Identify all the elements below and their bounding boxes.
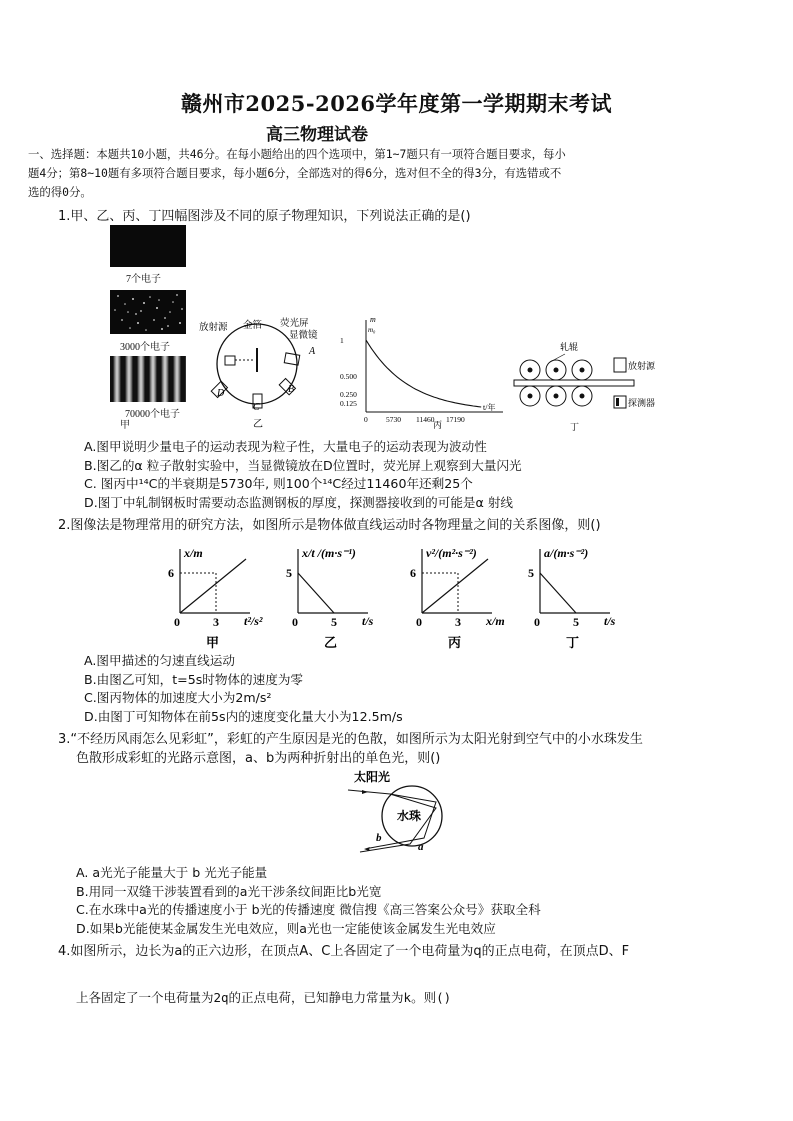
- label-sunlight: 太阳光: [354, 770, 391, 784]
- label-detector: 探测器: [628, 398, 656, 408]
- label-microscope: 显微镜: [289, 331, 318, 341]
- q2-charts: [160, 535, 640, 655]
- y-den: m₀: [368, 326, 376, 334]
- y-tick-label: 0.125: [340, 399, 357, 408]
- q2-x-tick: 5: [331, 615, 337, 629]
- q2-option-C: C.图丙物体的加速度大小为2m/s²: [84, 690, 272, 706]
- intro-line-1: 一、选择题：本题共10小题，共46分。在每小题给出的四个选项中，第1~7题只有一项符合题目要求，每小: [28, 147, 566, 161]
- label-ding-source: 放射源: [628, 361, 656, 371]
- q2-x-tick: 3: [455, 615, 461, 629]
- label-screen: 荧光屏: [280, 319, 309, 329]
- q3-option-A: A. a光光子能量大于 b 光光子能量: [76, 865, 268, 880]
- x-tick-label: 0: [364, 415, 368, 424]
- fig-bing-label: 丙: [433, 420, 443, 430]
- y-num: m: [370, 315, 376, 324]
- q2-option-A: A.图甲描述的匀速直线运动: [84, 653, 235, 668]
- electron-image-70000: [110, 356, 186, 402]
- exam-title: 赣州市2025-2026学年度第一学期期末考试: [180, 91, 613, 116]
- q3-options: [76, 864, 541, 938]
- q3-stem-line-2: 色散形成彩虹的光路示意图，a、b为两种折射出的单色光，则(): [76, 751, 441, 766]
- label-D: D: [217, 388, 225, 399]
- q2-graph-line: [180, 559, 246, 613]
- y-tick-label: 0.250: [340, 390, 357, 399]
- q2-x-tick: 3: [213, 615, 219, 629]
- label-roller: 轧辊: [560, 342, 579, 352]
- q2-charts-svg: [160, 535, 640, 655]
- q3-option-B: B.用同一双缝干涉装置看到的a光干涉条纹间距比b光宽: [76, 883, 382, 899]
- q2-origin: 0: [534, 615, 540, 629]
- q2-y-tick: 5: [528, 566, 534, 580]
- q2-option-B: B.由图乙可知，t=5s时物体的速度为零: [84, 671, 304, 687]
- label-source: 放射源: [199, 323, 228, 333]
- caption-70000-electrons: 70000个电子: [125, 409, 180, 420]
- steel-plate: [514, 380, 634, 386]
- q2-y-tick: 6: [410, 566, 416, 580]
- q2-chart-label: 丙: [448, 635, 462, 650]
- q2-y-tick: 6: [168, 566, 174, 580]
- q3-stem: [58, 730, 643, 768]
- y-tick-label: 0.500: [340, 372, 357, 381]
- q2-chart-label: 甲: [206, 635, 220, 650]
- q2-y-label: x/t /(m·s⁻¹): [302, 546, 356, 560]
- q1-option-C: C. 图丙中¹⁴C的半衰期是5730年, 则100个¹⁴C经过11460年还剩25个: [84, 476, 473, 492]
- q4-stem-line-2: 上各固定了一个电荷量为2q的正点电荷，已知静电力常量为k。则(): [76, 990, 452, 1005]
- q2-x-tick: 5: [573, 615, 579, 629]
- speckle-pattern: [110, 290, 186, 334]
- q2-stem: 2.图像法是物理常用的研究方法，如图所示是物体做直线运动时各物理量之间的关系图像，则(): [58, 518, 601, 533]
- q2-origin: 0: [174, 615, 180, 629]
- q2-graph-line: [540, 573, 576, 613]
- q2-x-label: x/m: [486, 614, 505, 628]
- q2-origin: 0: [416, 615, 422, 629]
- caption-3000-electrons: 3000个电子: [120, 342, 170, 353]
- fig-ding-label: 丁: [570, 422, 580, 432]
- q1-option-D: D.图丁中轧制钢板时需要动态监测钢板的厚度，探测器接收到的可能是α 射线: [84, 494, 514, 510]
- q2-graph-line: [298, 573, 334, 613]
- electron-image-7: [110, 225, 186, 267]
- electron-image-3000: [110, 290, 186, 334]
- q2-origin: 0: [292, 615, 298, 629]
- label-C: C: [253, 402, 260, 413]
- q3-option-D: D.如果b光能使某金属发生光电效应，则a光也一定能使该金属发生光电效应: [76, 920, 496, 936]
- intro-line-2: 题4分；第8~10题有多项符合题目要求，每小题6分，全部选对的得6分，选对但不全的得3分，有选错或不: [28, 166, 562, 180]
- rolling-mill-diagram: [510, 340, 670, 432]
- q2-x-label: t/s: [362, 614, 374, 628]
- label-a: a: [418, 841, 424, 853]
- alpha-scattering-diagram: [195, 312, 320, 432]
- section-intro: [28, 145, 768, 202]
- q2-y-label: v²/(m²·s⁻²): [426, 546, 477, 560]
- q2-y-label: a/(m·s⁻²): [544, 546, 589, 560]
- q3-stem-line-1: 3.“不经历风雨怎么见彩虹”，彩虹的产生原因是光的色散，如图所示为太阳光射到空气中的小水珠发生: [58, 732, 643, 747]
- q1-option-B: B.图乙的α 粒子散射实验中，当显微镜放在D位置时，荧光屏上观察到大量闪光: [84, 457, 522, 473]
- q1-option-A: A.图甲说明少量电子的运动表现为粒子性，大量电子的运动表现为波动性: [84, 439, 487, 454]
- fig-yi-label: 乙: [253, 419, 263, 430]
- q2-x-label: t²/s²: [244, 614, 263, 628]
- q2-chart-label: 丁: [566, 635, 580, 650]
- x-label: t/年: [483, 403, 496, 412]
- label-A: A: [309, 346, 316, 357]
- intro-line-3: 选的得0分。: [28, 185, 92, 199]
- q2-option-D: D.由图丁可知物体在前5s内的速度变化量大小为12.5m/s: [84, 708, 403, 724]
- x-tick-label: 11460: [416, 415, 435, 424]
- label-b: b: [376, 832, 382, 844]
- decay-ticks: [340, 336, 465, 424]
- q2-x-label: t/s: [604, 614, 616, 628]
- q2-options: [84, 652, 403, 726]
- q4-stem-line-1: 4.如图所示，边长为a的正六边形，在顶点A、C上各固定了一个电荷量为q的正点电荷，在顶点D、F: [58, 944, 630, 959]
- exam-subtitle: 高三物理试卷: [266, 125, 368, 145]
- label-droplet: 水珠: [397, 809, 422, 823]
- x-tick-label: 17190: [446, 415, 465, 424]
- decay-curve: [366, 340, 481, 407]
- q2-chart-label: 乙: [324, 635, 338, 650]
- fig-jia-label: 甲: [120, 420, 130, 431]
- label-foil: 金箔: [243, 321, 263, 331]
- q1-stem: 1.甲、乙、丙、丁四幅图涉及不同的原子物理知识，下列说法正确的是(): [58, 209, 471, 224]
- x-tick-label: 5730: [386, 415, 401, 424]
- q3-option-C: C.在水珠中a光的传播速度小于 b光的传播速度 微信搜《高三答案公众号》获取全科: [76, 902, 541, 918]
- q2-y-tick: 5: [286, 566, 292, 580]
- q2-y-label: x/m: [184, 546, 203, 560]
- q2-graph-line: [422, 559, 488, 613]
- label-B: B: [288, 384, 295, 395]
- water-droplet-diagram: [340, 768, 460, 858]
- decay-curve-chart: [338, 312, 508, 430]
- caption-7-electrons: 7个电子: [126, 274, 161, 285]
- q1-options: [84, 438, 522, 512]
- y-tick-label: 1: [340, 336, 344, 345]
